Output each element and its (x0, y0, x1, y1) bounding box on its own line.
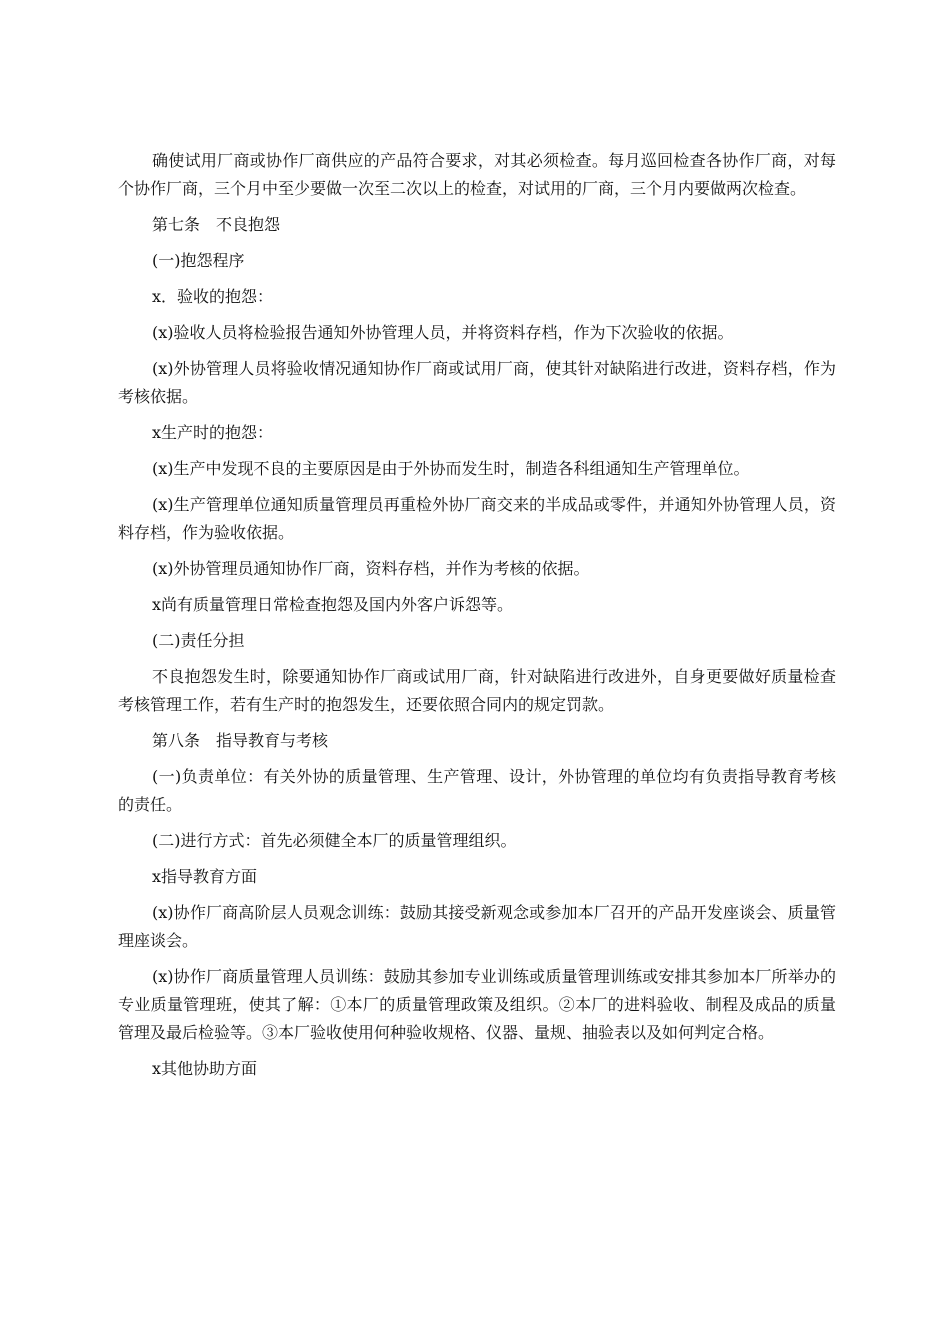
document-page (118, 147, 836, 1083)
paragraph-method: (二)进行方式：首先必须健全本厂的质量管理组织。 (152, 831, 517, 850)
item-production-complaint: x生产时的抱怨： (152, 423, 274, 442)
paragraph-production-defect: (x)生产中发现不良的主要原因是由于外协而发生时，制造各科组通知生产管理单位。 (152, 459, 750, 478)
item-acceptance-complaint: x．验收的抱怨： (152, 287, 274, 306)
paragraph-responsibility-detail: 不良抱怨发生时，除要通知协作厂商或试用厂商，针对缺陷进行改进外，自身更要做好质量检查考核管理工作，若有生产时的抱怨发生，还要依照合同内的规定罚款。 (118, 667, 836, 714)
paragraph-acceptance-report: (x)验收人员将检验报告通知外协管理人员，并将资料存档，作为下次验收的依据。 (152, 323, 734, 342)
paragraph-executive-training: (x)协作厂商高阶层人员观念训练：鼓励其接受新观念或参加本厂召开的产品开发座谈会、质量管理座谈会。 (118, 903, 836, 950)
section-responsibility: (二)责任分担 (152, 631, 245, 650)
item-other-assistance: x其他协助方面 (152, 1059, 258, 1078)
paragraph-other-complaints: x尚有质量管理日常检查抱怨及国内外客户诉怨等。 (152, 595, 514, 614)
article-8-heading: 第八条 指导教育与考核 (152, 731, 329, 750)
item-guidance-education: x指导教育方面 (152, 867, 258, 886)
section-complaint-procedure: (一)抱怨程序 (152, 251, 245, 270)
paragraph-notify-archive: (x)外协管理员通知协作厂商，资料存档，并作为考核的依据。 (152, 559, 590, 578)
paragraph-recheck-parts: (x)生产管理单位通知质量管理员再重检外协厂商交来的半成品或零件，并通知外协管理人员，资料存档，作为验收依据。 (118, 495, 836, 542)
article-7-heading: 第七条 不良抱怨 (152, 215, 281, 234)
paragraph-inspection-requirement: 确使试用厂商或协作厂商供应的产品符合要求，对其必须检查。每月巡回检查各协作厂商，对每个协作厂商，三个月中至少要做一次至二次以上的检查，对试用的厂商，三个月内要做两次检查。 (118, 151, 836, 198)
paragraph-qc-staff-training: (x)协作厂商质量管理人员训练：鼓励其参加专业训练或质量管理训练或安排其参加本厂所举办的专业质量管理班，使其了解：①本厂的质量管理政策及组织。②本厂的进料验收、制程及成品的质量管理及最后检验等。③本厂验收使用何种验收规格、仪器、量规、抽验表以及如何判定合格。 (118, 967, 836, 1042)
paragraph-notify-suppliers: (x)外协管理人员将验收情况通知协作厂商或试用厂商，使其针对缺陷进行改进，资料存档，作为考核依据。 (118, 359, 836, 406)
paragraph-responsible-units: (一)负责单位：有关外协的质量管理、生产管理、设计，外协管理的单位均有负责指导教育考核的责任。 (118, 767, 836, 814)
